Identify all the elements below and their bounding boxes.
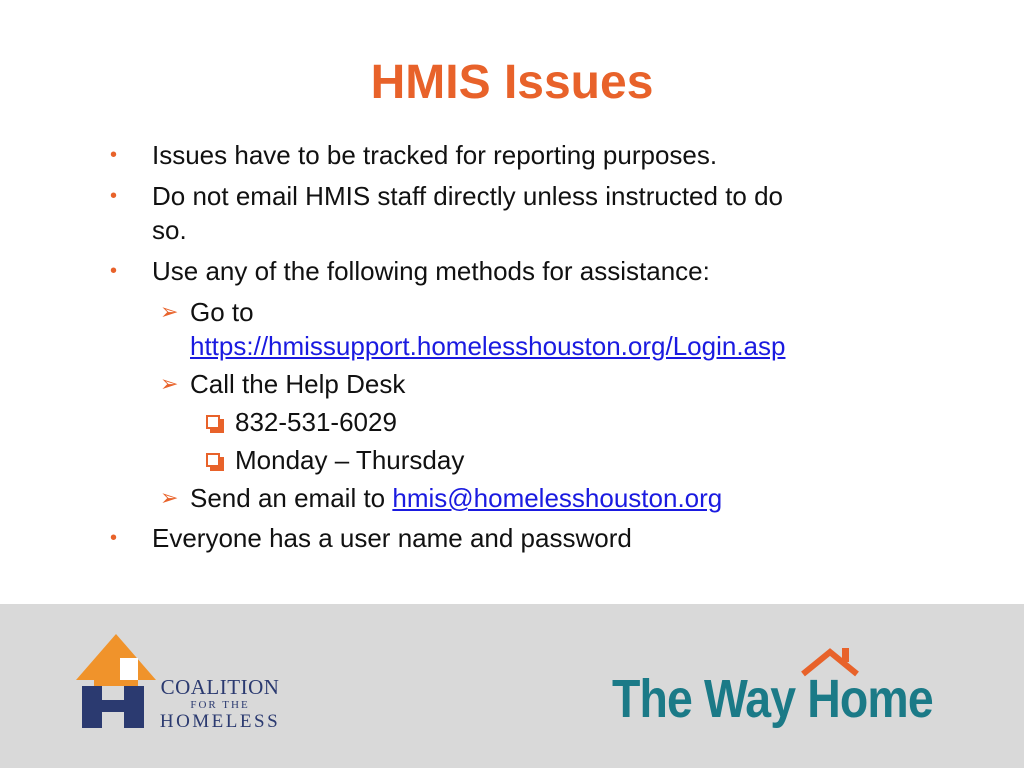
bullet-item xyxy=(108,254,868,288)
arrow-bullet-icon: ➢ xyxy=(160,299,179,324)
bullet-dot-icon: • xyxy=(110,185,118,207)
bullet-list xyxy=(108,138,868,562)
coalition-logo-line2: FOR THE xyxy=(190,699,250,711)
sub-bullet-item xyxy=(108,367,868,401)
bullet-text-continued: so. xyxy=(152,215,187,245)
checkbox-bullet-icon xyxy=(206,453,220,467)
sub-bullet-item xyxy=(108,481,868,515)
bullet-item xyxy=(108,179,868,247)
slide-title: HMIS Issues xyxy=(370,56,654,109)
coalition-logo-line1: COALITION xyxy=(160,675,280,699)
email-link[interactable]: hmis@homelesshouston.org xyxy=(392,483,723,513)
coalition-logo-text xyxy=(158,676,282,732)
sub-sub-bullet-item xyxy=(108,443,868,477)
bullet-dot-icon: • xyxy=(110,260,118,282)
the-way-home-logo: The Way Home xyxy=(612,669,933,729)
bullet-dot-icon: • xyxy=(110,144,118,166)
arrow-bullet-icon: ➢ xyxy=(160,485,179,510)
bullet-dot-icon: • xyxy=(110,527,118,549)
sub-bullet-text: Send an email to xyxy=(190,483,393,513)
bullet-text: Do not email HMIS staff directly unless instructed to do xyxy=(152,181,784,211)
bullet-item xyxy=(108,521,868,555)
sub-bullet-text: Call the Help Desk xyxy=(190,369,406,399)
coalition-logo-line3: HOMELESS xyxy=(159,711,281,732)
checkbox-bullet-icon xyxy=(206,415,220,429)
bullet-text: Use any of the following methods for assistance: xyxy=(152,256,710,286)
bullet-item xyxy=(108,138,868,172)
phone-number: 832-531-6029 xyxy=(235,407,397,437)
bullet-text: Issues have to be tracked for reporting purposes. xyxy=(152,140,718,170)
support-site-link[interactable]: https://hmissupport.homelesshouston.org/Login.asp xyxy=(190,331,786,361)
sub-bullet-text: Go to xyxy=(190,297,254,327)
bullet-text: Everyone has a user name and password xyxy=(152,523,632,553)
sub-sub-bullet-item xyxy=(108,405,868,439)
help-desk-hours: Monday – Thursday xyxy=(235,445,465,475)
arrow-bullet-icon: ➢ xyxy=(160,371,179,396)
sub-bullet-item xyxy=(108,295,868,363)
